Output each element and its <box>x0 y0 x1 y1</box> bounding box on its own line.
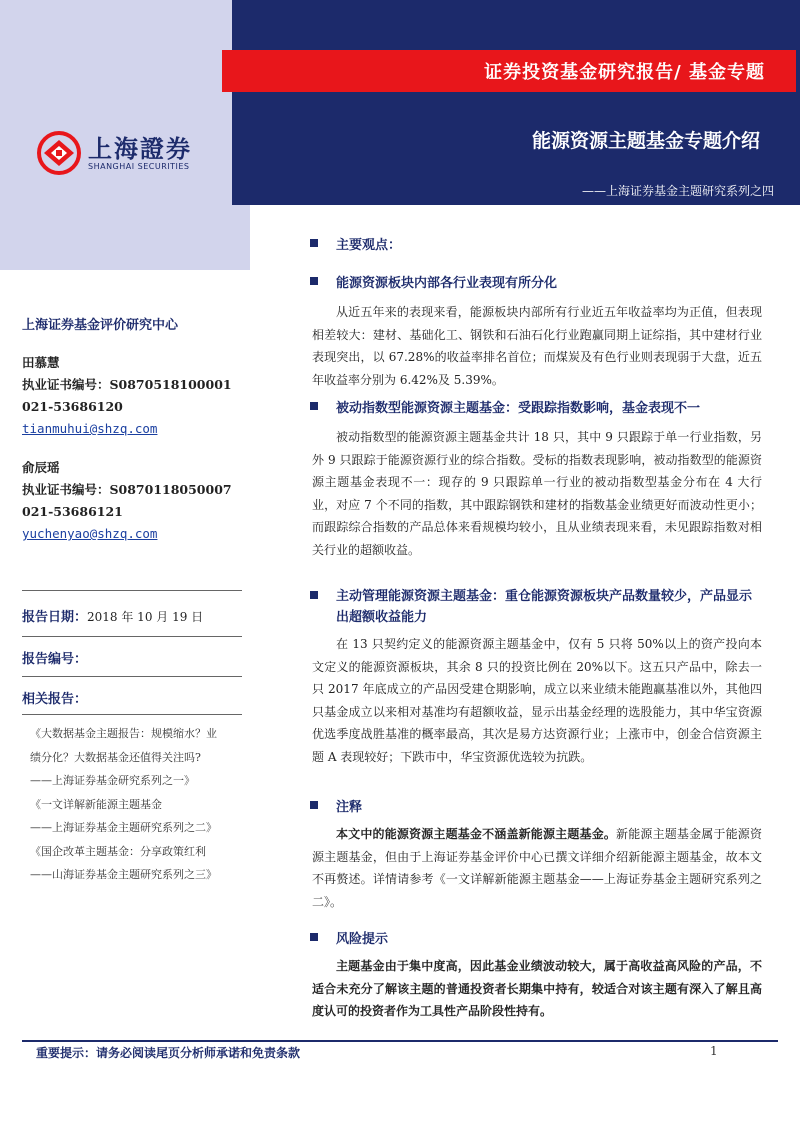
related-report-line[interactable]: ——上海证券基金研究系列之一》 <box>30 774 195 787</box>
research-center-name: 上海证券基金评价研究中心 <box>22 318 179 333</box>
related-report-line[interactable]: 绩分化？大数据基金还值得关注吗? <box>30 750 201 764</box>
note-text: 新能源主题基金属于能源资源主题基金，但由于上海证券基金评价中心已撰文详细介绍新能源主题基金，故本文不再赘述。详情请参考《一文详解新能源主题基金——上海证券基金主题研究系列之二》。 <box>312 827 762 909</box>
divider <box>22 676 242 677</box>
bullet-square-icon <box>310 402 318 410</box>
analyst-name: 俞辰瑶 <box>22 460 60 475</box>
key-points-heading: 主要观点： <box>300 234 762 253</box>
analyst-card <box>22 457 232 545</box>
logo-chinese-text: 上海證券 <box>88 133 192 163</box>
analyst-cert: 执业证书编号：S0870118050007 <box>22 482 232 497</box>
analyst-email-link[interactable]: tianmuhui@shzq.com <box>22 421 158 436</box>
section-heading: 能源资源板块内部各行业表现有所分化 <box>300 272 762 291</box>
report-date-value: 2018 年 10 月 19 日 <box>87 610 204 624</box>
divider <box>22 590 242 591</box>
footer-notice: 重要提示：请务必阅读尾页分析师承诺和免责条款 <box>36 1046 301 1060</box>
bullet-square-icon <box>310 239 318 247</box>
related-report-line[interactable]: 《大数据基金主题报告：规模缩水？业 <box>30 727 217 740</box>
page-title: 能源资源主题基金专题介绍 <box>531 130 760 152</box>
analyst-phone: 021-53686120 <box>22 399 123 414</box>
analyst-phone: 021-53686121 <box>22 504 123 519</box>
page-subtitle: ——上海证券基金主题研究系列之四 <box>581 184 774 198</box>
divider <box>22 714 242 715</box>
report-date-label: 报告日期： <box>22 610 88 625</box>
series-title: 证券投资基金研究报告/ 基金专题 <box>484 62 765 83</box>
note-bold-statement: 本文中的能源资源主题基金不涵盖新能源主题基金。 <box>336 827 617 841</box>
section-paragraph: 被动指数型的能源资源主题基金共计 18 只，其中 9 只跟踪于单一行业指数，另外 9 只跟踪于能源资源行业的综合指数。受标的指数表现影响，被动指数型的能源资源主题基金表现不一：现存的 9 只跟踪单一行业的被动指数型基金分布在 4 大行业，对应 7 个不同的指数，其中跟踪钢铁和建材的指数基金业绩更好而波动性更小；而跟踪综合指数的产品总体来看规模均较小，且从业绩表现来看，未见跟踪指数对相关行业的超额收益。 <box>312 430 762 557</box>
bullet-square-icon <box>310 801 318 809</box>
bullet-square-icon <box>310 933 318 941</box>
section-heading: 主动管理能源资源主题基金：重仓能源资源板块产品数量较少，产品显示出超额收益能力 <box>300 586 762 628</box>
section-heading: 注释 <box>300 796 762 815</box>
company-logo <box>36 130 192 176</box>
related-reports-label: 相关报告： <box>22 692 88 707</box>
analyst-email-link[interactable]: yuchenyao@shzq.com <box>22 526 158 541</box>
bullet-square-icon <box>310 277 318 285</box>
page-number: 1 <box>710 1044 718 1058</box>
section-paragraph: 从近五年来的表现来看，能源板块内部所有行业近五年收益率均为正值，但表现相差较大：建材、基础化工、钢铁和石油石化行业跑赢同期上证综指，其中建材行业表现突出，以 67.28%的收益率排名首位；而煤炭及有色行业则表现弱于大盘，近五年收益率分别为 6.42%及 5.39%。 <box>312 305 762 387</box>
divider <box>22 636 242 637</box>
analyst-card <box>22 352 232 440</box>
risk-paragraph: 主题基金由于集中度高，因此基金业绩波动较大，属于高收益高风险的产品，不适合未充分了解该主题的普通投资者长期集中持有，较适合对该主题有深入了解且高度认可的投资者作为工具性产品阶段性持有。 <box>312 959 762 1018</box>
bullet-square-icon <box>310 591 318 599</box>
related-report-line[interactable]: ——上海证券基金主题研究系列之二》 <box>30 821 217 834</box>
section-paragraph <box>312 823 762 913</box>
analyst-name: 田慕慧 <box>22 355 60 370</box>
section-paragraph: 在 13 只契约定义的能源资源主题基金中，仅有 5 只将 50%以上的资产投向本文定义的能源资源板块，其余 8 只的投资比例在 20%以下。这五只产品中，除去一只 2017 年底成立的产品因受建仓期影响，成立以来业绩未能跑赢基准以外，其他四只基金成立以来相对基准均有超额收益，显示出基金经理的选股能力，其中华宝资源优选季度战胜基准的概率最高，其次是易方达资源行业；上涨市中，创金合信资源主题 A 表现较好；下跌市中，华宝资源优选较为抗跌。 <box>312 637 762 764</box>
analyst-cert: 执业证书编号：S0870518100001 <box>22 377 232 392</box>
section-heading: 风险提示 <box>300 928 762 947</box>
section-heading: 被动指数型能源资源主题基金：受跟踪指数影响，基金表现不一 <box>300 397 762 416</box>
footer-divider <box>22 1040 778 1042</box>
report-number-label: 报告编号： <box>22 652 88 667</box>
logo-english-text: SHANGHAI SECURITIES <box>88 161 190 171</box>
shanghai-securities-logo-icon <box>36 130 82 176</box>
header-navy-block <box>232 0 800 205</box>
related-report-line[interactable]: 《国企改革主题基金：分享政策红利 <box>30 844 206 858</box>
related-reports-list <box>30 722 242 887</box>
related-report-line[interactable]: ——山海证券基金主题研究系列之三》 <box>30 868 217 881</box>
related-report-line[interactable]: 《一文详解新能源主题基金 <box>30 797 162 811</box>
report-date <box>22 606 203 625</box>
